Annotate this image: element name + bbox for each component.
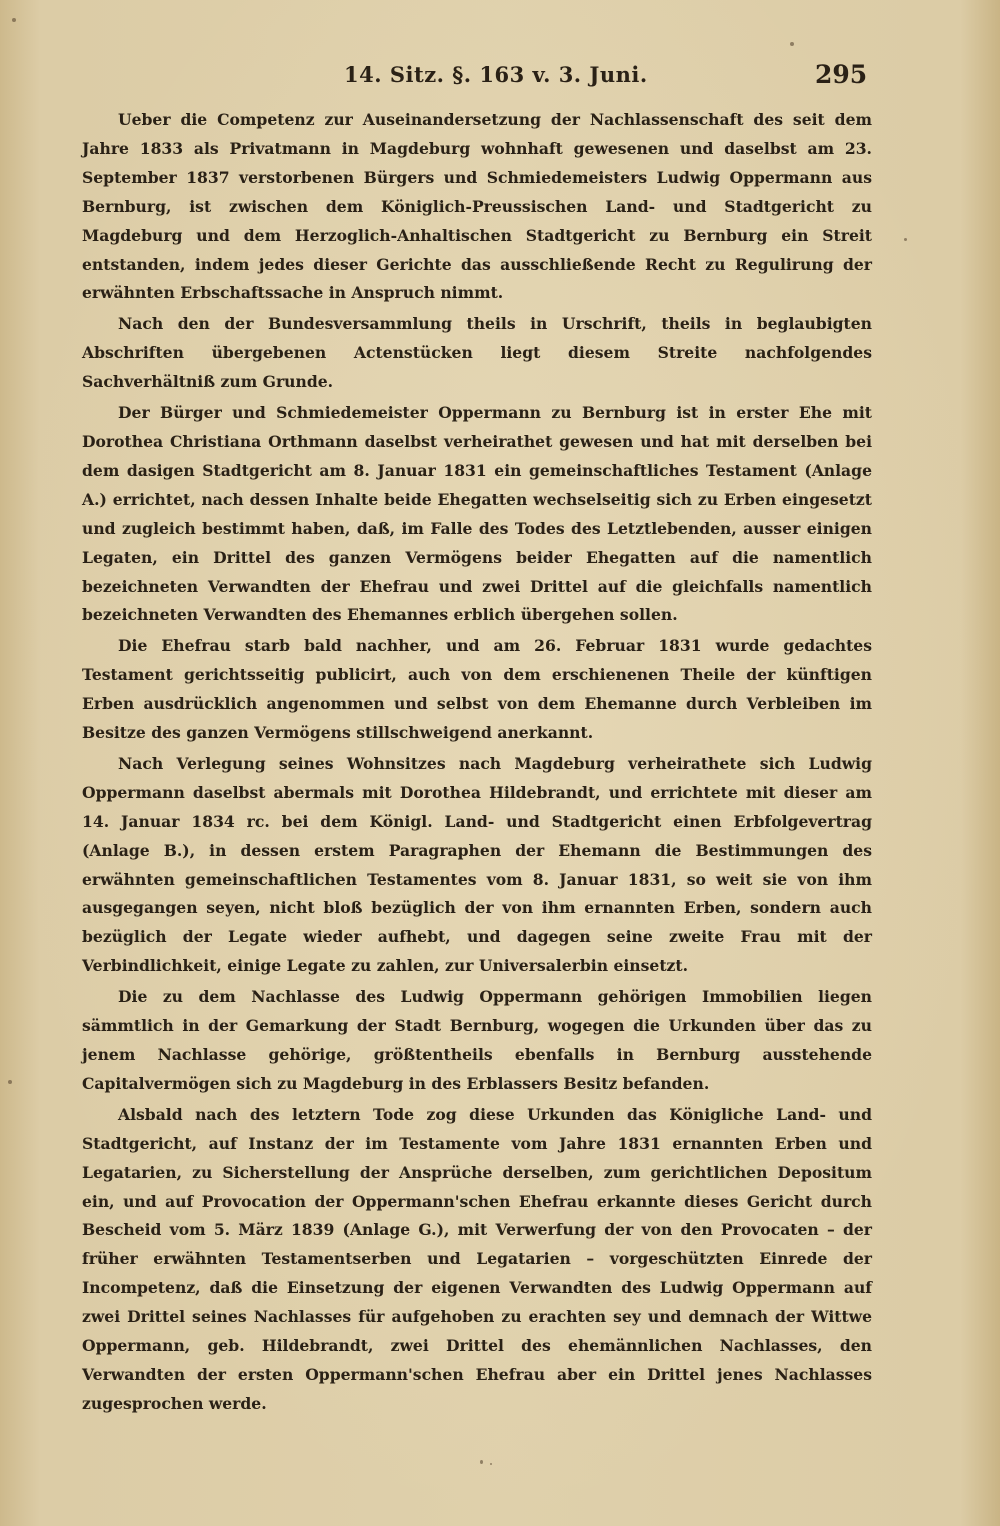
body-text bbox=[82, 106, 872, 1419]
ink-speck bbox=[904, 238, 907, 241]
page-header bbox=[0, 62, 1000, 98]
ink-speck bbox=[480, 1460, 483, 1464]
running-head: 14. Sitz. §. 163 v. 3. Juni. bbox=[344, 62, 648, 87]
ink-speck bbox=[8, 1080, 12, 1084]
paragraph-wife-death: Die Ehefrau starb bald nachher, und am 26. Februar 1831 wurde gedachtes Testament gerichtsseitig publicirt, auch von dem erschienenen Theile der künftigen Erben ausdrücklich angenommen und selbst von dem Ehemanne durch Verbleiben im Besitze des ganzen Vermögens stillschweigend anerkannt. bbox=[82, 636, 872, 743]
paragraph-court-decision: Alsbald nach des letztern Tode zog diese Urkunden das Königliche Land- und Stadtgericht, auf Instanz der im Testamente vom Jahre 1831 ernannten Erben und Legatarien, zu Sicherstellung der Ansprüche derselben, zum gerichtlichen Depositum ein, und auf Provocation der Oppermann'schen Ehefrau erkannte dieses Gericht durch Bescheid vom 5. März 1839 (Anlage G.), mit Verwerfung der von den Provocaten – der früher erwähnten Testamentserben und Legatarien – vorgeschützten Einrede der Incompetenz, daß die Einsetzung der eigenen Verwandten des Ludwig Oppermann auf zwei Drittel seines Nachlasses für aufgehoben zu erachten sey und demnach der Wittwe Oppermann, geb. Hildebrandt, zwei Drittel des ehemännlichen Nachlasses, den Verwandten der ersten Oppermann'schen Ehefrau aber ein Drittel jenes Nachlasses zugesprochen werde. bbox=[82, 1104, 872, 1413]
paragraph-competence-dispute: Ueber die Competenz zur Auseinandersetzung der Nachlassenschaft des seit dem Jahre 1833 als Privatmann in Magdeburg wohnhaft gewesenen und daselbst am 23. September 1837 verstorbenen Bürgers und Schmiedemeisters Ludwig Oppermann aus Bernburg, ist zwischen dem Königlich-Preussischen Land- und Stadtgericht zu Magdeburg und dem Herzoglich-Anhaltischen Stadtgericht zu Bernburg ein Streit entstanden, indem jedes dieser Gerichte das ausschließende Recht zu Regulirung der erwähnten Erbschaftssache in Anspruch nimmt. bbox=[82, 110, 872, 303]
ink-speck bbox=[12, 18, 16, 22]
paragraph-second-marriage: Nach Verlegung seines Wohnsitzes nach Magdeburg verheirathete sich Ludwig Oppermann daselbst abermals mit Dorothea Hildebrandt, und errichtete mit dieser am 14. Januar 1834 rc. bei dem Königl. Land- und Stadtgericht einen Erbfolgevertrag (Anlage B.), in dessen erstem Paragraphen der Ehemann die Bestimmungen des erwähnten gemeinschaftlichen Testamentes vom 8. Januar 1831, so weit sie von ihm ausgegangen seyen, nicht bloß bezüglich der von ihm ernannten Erben, sondern auch bezüglich der Legate wieder aufhebt, und dagegen seine zweite Frau mit der Verbindlichkeit, einige Legate zu zahlen, zur Universalerbin einsetzt. bbox=[82, 753, 872, 976]
paragraph-first-marriage: Der Bürger und Schmiedemeister Oppermann zu Bernburg ist in erster Ehe mit Dorothea Christiana Orthmann daselbst verheirathet gewesen und hat mit derselben bei dem dasigen Stadtgericht am 8. Januar 1831 ein gemeinschaftliches Testament (Anlage A.) errichtet, nach dessen Inhalte beide Ehegatten wechselseitig sich zu Erben eingesetzt und zugleich bestimmt haben, daß, im Falle des Todes des Letztlebenden, ausser einigen Legaten, ein Drittel des ganzen Vermögens beider Ehegatten auf die namentlich bezeichneten Verwandten der Ehefrau und zwei Drittel auf die gleichfalls namentlich bezeichneten Verwandten des Ehemannes erblich übergehen sollen. bbox=[82, 403, 872, 625]
paragraph-documents: Nach den der Bundesversammlung theils in Urschrift, theils in beglaubigten Abschriften übergebenen Actenstücken liegt diesem Streite nachfolgendes Sachverhältniß zum Grunde. bbox=[82, 314, 872, 392]
ink-speck bbox=[790, 42, 794, 46]
ink-speck bbox=[490, 1463, 492, 1465]
paragraph-immobilien: Die zu dem Nachlasse des Ludwig Oppermann gehörigen Immobilien liegen sämmtlich in der Gemarkung der Stadt Bernburg, wogegen die Urkunden über das zu jenem Nachlasse gehörige, größtentheils ebenfalls in Bernburg ausstehende Capitalvermögen sich zu Magdeburg in des Erblassers Besitz befanden. bbox=[82, 987, 872, 1093]
page-number: 295 bbox=[815, 60, 868, 89]
